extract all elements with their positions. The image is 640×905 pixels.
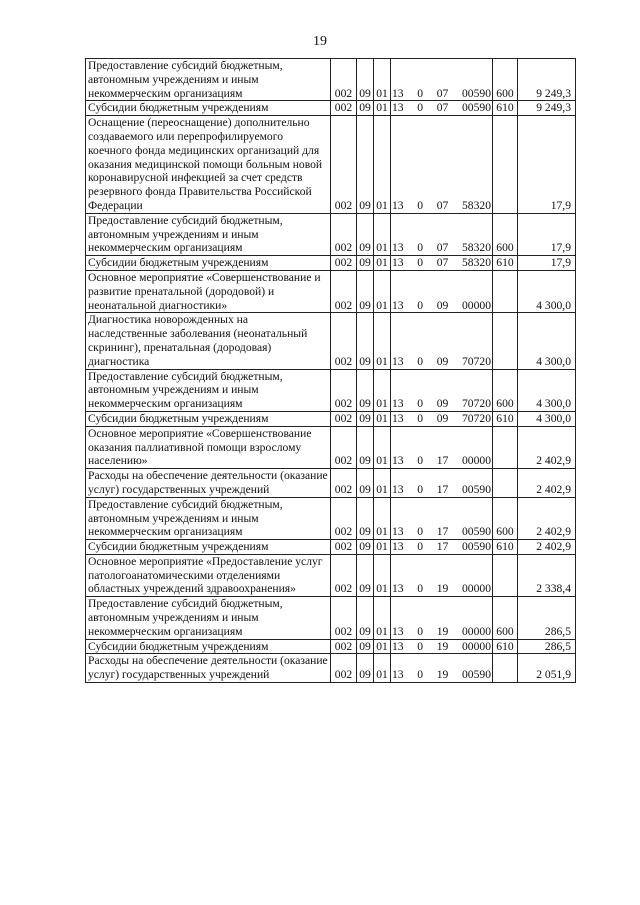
target-article-main: 19 bbox=[436, 639, 449, 653]
target-article-code bbox=[391, 213, 493, 255]
target-article-sub: 0 bbox=[417, 454, 424, 468]
budget-table bbox=[85, 58, 576, 683]
target-article-main: 09 bbox=[436, 298, 449, 312]
target-article-dir: 00000 bbox=[462, 639, 491, 653]
table-row bbox=[86, 59, 576, 101]
target-article-sub: 0 bbox=[417, 354, 424, 368]
table-row bbox=[86, 639, 576, 654]
ministry-code: 002 bbox=[331, 654, 357, 683]
target-article-prog: 13 bbox=[392, 198, 404, 212]
ministry-code: 002 bbox=[331, 469, 357, 498]
target-article-code bbox=[391, 256, 493, 271]
ministry-code: 002 bbox=[331, 313, 357, 369]
row-description: Оснащение (переоснащение) дополнительно создаваемого или перепрофилируемого коечного фонда медицинских организаций для оказания медицинской помощи больным новой коронавирусной инфекцией за счет средств резервного фонда Правительства Российской Федерации bbox=[86, 116, 331, 214]
section-code: 09 bbox=[357, 256, 374, 271]
row-description: Субсидии бюджетным учреждениям bbox=[86, 256, 331, 271]
target-article-sub: 0 bbox=[417, 241, 424, 255]
table-row bbox=[86, 213, 576, 255]
expense-type-code: 610 bbox=[493, 639, 518, 654]
table-row bbox=[86, 540, 576, 555]
table-row bbox=[86, 270, 576, 312]
amount: 17,9 bbox=[518, 256, 576, 271]
table-row bbox=[86, 654, 576, 683]
target-article-sub: 0 bbox=[417, 582, 424, 596]
target-article-main: 07 bbox=[436, 256, 449, 270]
target-article-prog: 13 bbox=[392, 298, 404, 312]
amount: 286,5 bbox=[518, 639, 576, 654]
target-article-dir: 58320 bbox=[462, 241, 491, 255]
target-article-code bbox=[391, 411, 493, 426]
target-article-main: 09 bbox=[436, 397, 449, 411]
row-description: Предоставление субсидий бюджетным, автономным учреждениям и иным некоммерческим организациям bbox=[86, 597, 331, 639]
target-article-prog: 13 bbox=[392, 101, 404, 115]
section-code: 09 bbox=[357, 59, 374, 101]
target-article-prog: 13 bbox=[392, 354, 404, 368]
section-code: 09 bbox=[357, 101, 374, 116]
section-code: 09 bbox=[357, 639, 374, 654]
target-article-code bbox=[391, 639, 493, 654]
ministry-code: 002 bbox=[331, 426, 357, 468]
target-article-code bbox=[391, 654, 493, 683]
amount: 2 338,4 bbox=[518, 554, 576, 596]
expense-type-code: 610 bbox=[493, 540, 518, 555]
amount: 9 249,3 bbox=[518, 59, 576, 101]
subsection-code: 01 bbox=[374, 426, 391, 468]
expense-type-code: 600 bbox=[493, 369, 518, 411]
target-article-main: 19 bbox=[436, 668, 449, 682]
target-article-code bbox=[391, 426, 493, 468]
section-code: 09 bbox=[357, 654, 374, 683]
expense-type-code bbox=[493, 654, 518, 683]
target-article-main: 07 bbox=[436, 198, 449, 212]
amount: 2 051,9 bbox=[518, 654, 576, 683]
target-article-code bbox=[391, 313, 493, 369]
section-code: 09 bbox=[357, 369, 374, 411]
target-article-prog: 13 bbox=[392, 411, 404, 425]
target-article-sub: 0 bbox=[417, 525, 424, 539]
target-article-dir: 58320 bbox=[462, 198, 491, 212]
subsection-code: 01 bbox=[374, 554, 391, 596]
amount: 4 300,0 bbox=[518, 313, 576, 369]
expense-type-code bbox=[493, 554, 518, 596]
expense-type-code: 600 bbox=[493, 213, 518, 255]
target-article-sub: 0 bbox=[417, 540, 424, 554]
section-code: 09 bbox=[357, 116, 374, 214]
target-article-code bbox=[391, 101, 493, 116]
target-article-sub: 0 bbox=[417, 411, 424, 425]
ministry-code: 002 bbox=[331, 59, 357, 101]
row-description: Основное мероприятие «Предоставление услуг патологоанатомическими отделениями областных учреждений здравоохранения» bbox=[86, 554, 331, 596]
target-article-code bbox=[391, 540, 493, 555]
ministry-code: 002 bbox=[331, 116, 357, 214]
amount: 286,5 bbox=[518, 597, 576, 639]
target-article-sub: 0 bbox=[417, 397, 424, 411]
target-article-prog: 13 bbox=[392, 624, 404, 638]
target-article-main: 09 bbox=[436, 411, 449, 425]
row-description: Расходы на обеспечение деятельности (оказание услуг) государственных учреждений bbox=[86, 654, 331, 683]
target-article-code bbox=[391, 369, 493, 411]
row-description: Субсидии бюджетным учреждениям bbox=[86, 411, 331, 426]
target-article-sub: 0 bbox=[417, 668, 424, 682]
row-description: Предоставление субсидий бюджетным, автономным учреждениям и иным некоммерческим организациям bbox=[86, 59, 331, 101]
target-article-dir: 58320 bbox=[462, 256, 491, 270]
target-article-sub: 0 bbox=[417, 624, 424, 638]
target-article-dir: 00590 bbox=[462, 525, 491, 539]
ministry-code: 002 bbox=[331, 101, 357, 116]
subsection-code: 01 bbox=[374, 497, 391, 539]
target-article-prog: 13 bbox=[392, 639, 404, 653]
target-article-prog: 13 bbox=[392, 540, 404, 554]
subsection-code: 01 bbox=[374, 270, 391, 312]
table-row bbox=[86, 116, 576, 214]
target-article-dir: 00590 bbox=[462, 101, 491, 115]
expense-type-code: 600 bbox=[493, 597, 518, 639]
expense-type-code bbox=[493, 469, 518, 498]
row-description: Диагностика новорожденных на наследственные заболевания (неонатальный скрининг), пренатальная (дородовая) диагностика bbox=[86, 313, 331, 369]
table-row bbox=[86, 256, 576, 271]
target-article-sub: 0 bbox=[417, 198, 424, 212]
target-article-dir: 00000 bbox=[462, 624, 491, 638]
target-article-main: 17 bbox=[436, 525, 449, 539]
target-article-code bbox=[391, 116, 493, 214]
target-article-prog: 13 bbox=[392, 454, 404, 468]
target-article-sub: 0 bbox=[417, 639, 424, 653]
amount: 2 402,9 bbox=[518, 426, 576, 468]
table-row bbox=[86, 469, 576, 498]
ministry-code: 002 bbox=[331, 639, 357, 654]
subsection-code: 01 bbox=[374, 213, 391, 255]
section-code: 09 bbox=[357, 497, 374, 539]
target-article-code bbox=[391, 497, 493, 539]
expense-type-code: 610 bbox=[493, 411, 518, 426]
target-article-dir: 00590 bbox=[462, 482, 491, 496]
row-description: Расходы на обеспечение деятельности (оказание услуг) государственных учреждений bbox=[86, 469, 331, 498]
row-description: Предоставление субсидий бюджетным, автономным учреждениям и иным некоммерческим организациям bbox=[86, 497, 331, 539]
expense-type-code bbox=[493, 270, 518, 312]
target-article-prog: 13 bbox=[392, 241, 404, 255]
subsection-code: 01 bbox=[374, 654, 391, 683]
target-article-code bbox=[391, 597, 493, 639]
target-article-dir: 00000 bbox=[462, 582, 491, 596]
row-description: Предоставление субсидий бюджетным, автономным учреждениям и иным некоммерческим организациям bbox=[86, 213, 331, 255]
target-article-main: 17 bbox=[436, 482, 449, 496]
subsection-code: 01 bbox=[374, 59, 391, 101]
ministry-code: 002 bbox=[331, 497, 357, 539]
expense-type-code bbox=[493, 116, 518, 214]
target-article-main: 19 bbox=[436, 624, 449, 638]
ministry-code: 002 bbox=[331, 411, 357, 426]
target-article-code bbox=[391, 59, 493, 101]
target-article-prog: 13 bbox=[392, 582, 404, 596]
table-row bbox=[86, 369, 576, 411]
subsection-code: 01 bbox=[374, 369, 391, 411]
expense-type-code: 610 bbox=[493, 101, 518, 116]
section-code: 09 bbox=[357, 597, 374, 639]
section-code: 09 bbox=[357, 213, 374, 255]
target-article-prog: 13 bbox=[392, 86, 404, 100]
target-article-prog: 13 bbox=[392, 482, 404, 496]
target-article-dir: 70720 bbox=[462, 397, 491, 411]
target-article-code bbox=[391, 469, 493, 498]
page-number: 19 bbox=[313, 34, 327, 49]
subsection-code: 01 bbox=[374, 469, 391, 498]
expense-type-code: 600 bbox=[493, 497, 518, 539]
target-article-sub: 0 bbox=[417, 86, 424, 100]
row-description: Предоставление субсидий бюджетным, автономным учреждениям и иным некоммерческим организациям bbox=[86, 369, 331, 411]
ministry-code: 002 bbox=[331, 270, 357, 312]
row-description: Субсидии бюджетным учреждениям bbox=[86, 540, 331, 555]
table-row bbox=[86, 554, 576, 596]
target-article-dir: 00000 bbox=[462, 298, 491, 312]
section-code: 09 bbox=[357, 426, 374, 468]
expense-type-code: 600 bbox=[493, 59, 518, 101]
target-article-main: 19 bbox=[436, 582, 449, 596]
target-article-prog: 13 bbox=[392, 397, 404, 411]
ministry-code: 002 bbox=[331, 213, 357, 255]
target-article-prog: 13 bbox=[392, 256, 404, 270]
table-row bbox=[86, 411, 576, 426]
amount: 4 300,0 bbox=[518, 411, 576, 426]
target-article-code bbox=[391, 554, 493, 596]
subsection-code: 01 bbox=[374, 101, 391, 116]
table-row bbox=[86, 313, 576, 369]
expense-type-code bbox=[493, 426, 518, 468]
row-description: Основное мероприятие «Совершенствование и развитие пренатальной (дородовой) и неонатальной диагностики» bbox=[86, 270, 331, 312]
section-code: 09 bbox=[357, 411, 374, 426]
ministry-code: 002 bbox=[331, 540, 357, 555]
expense-type-code: 610 bbox=[493, 256, 518, 271]
target-article-dir: 70720 bbox=[462, 354, 491, 368]
row-description: Основное мероприятие «Совершенствование оказания паллиативной помощи взрослому населению» bbox=[86, 426, 331, 468]
amount: 17,9 bbox=[518, 116, 576, 214]
ministry-code: 002 bbox=[331, 597, 357, 639]
ministry-code: 002 bbox=[331, 554, 357, 596]
amount: 2 402,9 bbox=[518, 469, 576, 498]
subsection-code: 01 bbox=[374, 116, 391, 214]
table-row bbox=[86, 597, 576, 639]
target-article-code bbox=[391, 270, 493, 312]
expense-type-code bbox=[493, 313, 518, 369]
subsection-code: 01 bbox=[374, 639, 391, 654]
ministry-code: 002 bbox=[331, 369, 357, 411]
target-article-prog: 13 bbox=[392, 668, 404, 682]
target-article-prog: 13 bbox=[392, 525, 404, 539]
target-article-main: 07 bbox=[436, 101, 449, 115]
target-article-main: 07 bbox=[436, 241, 449, 255]
amount: 2 402,9 bbox=[518, 540, 576, 555]
target-article-dir: 00000 bbox=[462, 454, 491, 468]
ministry-code: 002 bbox=[331, 256, 357, 271]
section-code: 09 bbox=[357, 270, 374, 312]
target-article-sub: 0 bbox=[417, 298, 424, 312]
section-code: 09 bbox=[357, 554, 374, 596]
amount: 2 402,9 bbox=[518, 497, 576, 539]
amount: 4 300,0 bbox=[518, 270, 576, 312]
target-article-dir: 70720 bbox=[462, 411, 491, 425]
target-article-dir: 00590 bbox=[462, 668, 491, 682]
target-article-sub: 0 bbox=[417, 256, 424, 270]
section-code: 09 bbox=[357, 540, 374, 555]
target-article-main: 17 bbox=[436, 454, 449, 468]
subsection-code: 01 bbox=[374, 256, 391, 271]
section-code: 09 bbox=[357, 313, 374, 369]
table-row bbox=[86, 497, 576, 539]
amount: 9 249,3 bbox=[518, 101, 576, 116]
target-article-dir: 00590 bbox=[462, 86, 491, 100]
target-article-sub: 0 bbox=[417, 482, 424, 496]
target-article-main: 17 bbox=[436, 540, 449, 554]
table-row bbox=[86, 101, 576, 116]
subsection-code: 01 bbox=[374, 540, 391, 555]
target-article-main: 07 bbox=[436, 86, 449, 100]
amount: 4 300,0 bbox=[518, 369, 576, 411]
target-article-main: 09 bbox=[436, 354, 449, 368]
subsection-code: 01 bbox=[374, 597, 391, 639]
subsection-code: 01 bbox=[374, 411, 391, 426]
row-description: Субсидии бюджетным учреждениям bbox=[86, 639, 331, 654]
subsection-code: 01 bbox=[374, 313, 391, 369]
amount: 17,9 bbox=[518, 213, 576, 255]
section-code: 09 bbox=[357, 469, 374, 498]
table-row bbox=[86, 426, 576, 468]
row-description: Субсидии бюджетным учреждениям bbox=[86, 101, 331, 116]
target-article-sub: 0 bbox=[417, 101, 424, 115]
target-article-dir: 00590 bbox=[462, 540, 491, 554]
